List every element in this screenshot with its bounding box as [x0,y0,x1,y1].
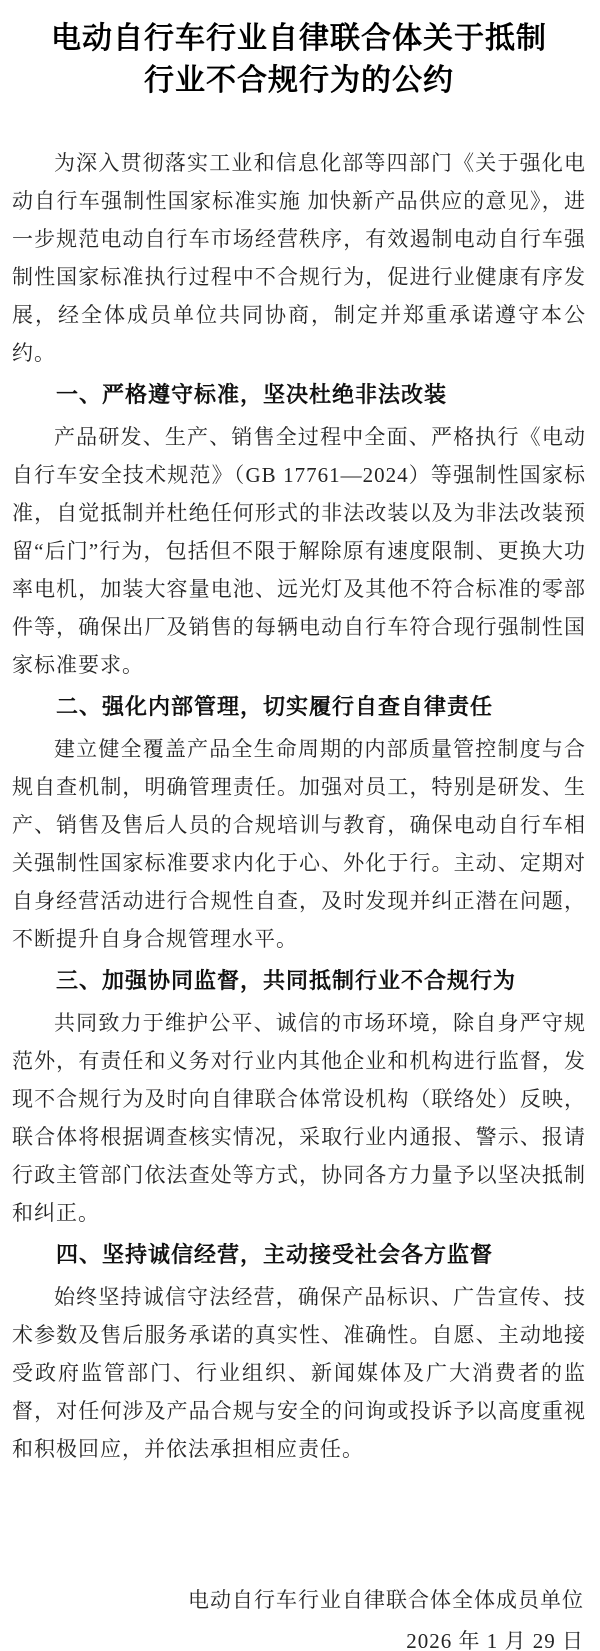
document-title [12,18,586,102]
section-4-body: 始终坚持诚信守法经营，确保产品标识、广告宣传、技术参数及售后服务承诺的真实性、准确性。自愿、主动地接受政府监管部门、行业组织、新闻媒体及广大消费者的监督，对任何涉及产品合规与安全的问询或投诉予以高度重视和积极回应，并依法承担相应责任。 [12,1285,586,1461]
signature-organization: 电动自行车行业自律联合体全体成员单位 [188,1588,584,1612]
intro-paragraph: 为深入贯彻落实工业和信息化部等四部门《关于强化电动自行车强制性国家标准实施 加快新产品供应的意见》，进一步规范电动自行车市场经营秩序，有效遏制电动自行车强制性国家标准执行过程中不合规行为，促进行业健康有序发展，经全体成员单位共同协商，制定并郑重承诺遵守本公约。 [12,151,586,365]
section-2-heading: 二、强化内部管理，切实履行自查自律责任 [56,694,494,719]
section-1-body: 产品研发、生产、销售全过程中全面、严格执行《电动自行车安全技术规范》（GB 17761—2024）等强制性国家标准，自觉抵制并杜绝任何形式的非法改装以及为非法改装预留“后门”行为，包括但不限于解除原有速度限制、更换大功率电机，加装大容量电池、远光灯及其他不符合标准的零部件等，确保出厂及销售的每辆电动自行车符合现行强制性国家标准要求。 [12,425,586,677]
document-title-line-1: 电动自行车行业自律联合体关于抵制 [51,22,547,55]
section-3-heading: 三、加强协同监督，共同抵制行业不合规行为 [56,968,517,993]
signature-date: 2026 年 1 月 29 日 [406,1629,584,1651]
section-1-heading: 一、严格遵守标准，坚决杜绝非法改装 [56,382,448,407]
signature-block [12,1580,586,1651]
section-2-body: 建立健全覆盖产品全生命周期的内部质量管控制度与合规自查机制，明确管理责任。加强对员工，特别是研发、生产、销售及售后人员的合规培训与教育，确保电动自行车相关强制性国家标准要求内化于心、外化于行。主动、定期对自身经营活动进行合规性自查，及时发现并纠正潜在问题，不断提升自身合规管理水平。 [12,737,586,951]
document-title-line-2: 行业不合规行为的公约 [144,64,454,97]
section-4-heading: 四、坚持诚信经营，主动接受社会各方监督 [56,1242,494,1267]
section-3-body: 共同致力于维护公平、诚信的市场环境，除自身严守规范外，有责任和义务对行业内其他企业和机构进行监督，发现不合规行为及时向自律联合体常设机构（联络处）反映，联合体将根据调查核实情况，采取行业内通报、警示、报请行政主管部门依法查处等方式，协同各方力量予以坚决抵制和纠正。 [12,1011,586,1225]
